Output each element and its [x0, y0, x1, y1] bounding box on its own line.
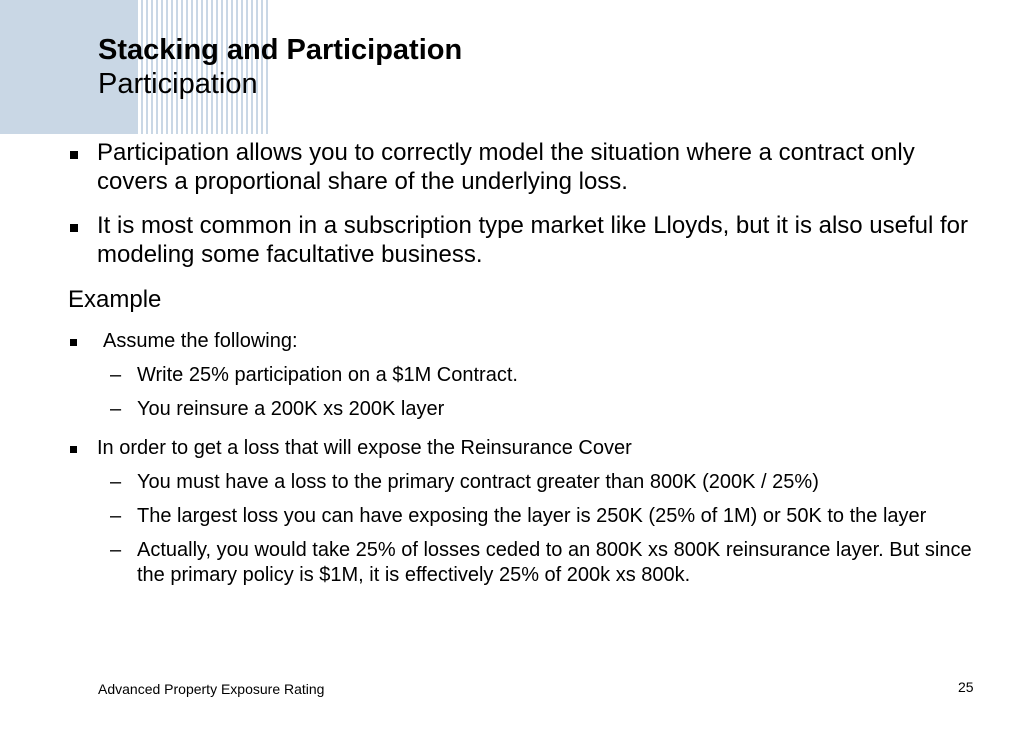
bullet-text: Assume the following:	[103, 330, 298, 352]
dash-bullet: –	[110, 505, 122, 527]
bullet-assume	[68, 329, 973, 354]
page-number: 25	[958, 679, 974, 695]
square-bullet-icon	[70, 446, 77, 453]
slide-subtitle: Participation	[98, 68, 258, 100]
slide-title: Stacking and Participation	[98, 34, 463, 66]
title-block	[98, 33, 462, 101]
sub-item	[68, 470, 973, 495]
sub-item-text: Actually, you would take 25% of losses ceded to an 800K xs 800K reinsurance layer. But since the primary policy is $1M, it is effectively 25% of 200k xs 800k.	[137, 539, 972, 586]
bullet-expose-loss	[68, 436, 973, 461]
sub-item-text: You must have a loss to the primary contract greater than 800K (200K / 25%)	[137, 471, 819, 493]
bullet-participation	[68, 138, 973, 196]
sub-item-text: You reinsure a 200K xs 200K layer	[137, 398, 445, 420]
square-bullet-icon	[70, 339, 77, 346]
sub-item-text: Write 25% participation on a $1M Contract.	[137, 364, 518, 386]
sub-item-text: The largest loss you can have exposing the layer is 250K (25% of 1M) or 50K to the layer	[137, 505, 927, 527]
bullet-text: In order to get a loss that will expose the Reinsurance Cover	[97, 437, 632, 459]
dash-bullet: –	[110, 471, 122, 493]
bullet-text: It is most common in a subscription type market like Lloyds, but it is also useful for modeling some facultative business.	[97, 212, 969, 268]
example-heading: Example	[68, 286, 162, 313]
footer-text: Advanced Property Exposure Rating	[98, 681, 325, 697]
sub-item	[68, 504, 973, 529]
dash-bullet: –	[110, 364, 122, 386]
sub-item	[68, 397, 973, 422]
sub-item	[68, 538, 973, 588]
bullet-text: Participation allows you to correctly model the situation where a contract only covers a proportional share of the underlying loss.	[97, 139, 915, 195]
sub-item	[68, 363, 973, 388]
square-bullet-icon	[70, 151, 78, 159]
slide-content	[68, 136, 973, 588]
dash-bullet: –	[110, 398, 122, 420]
bullet-subscription-market	[68, 211, 973, 269]
dash-bullet: –	[110, 539, 122, 561]
square-bullet-icon	[70, 224, 78, 232]
